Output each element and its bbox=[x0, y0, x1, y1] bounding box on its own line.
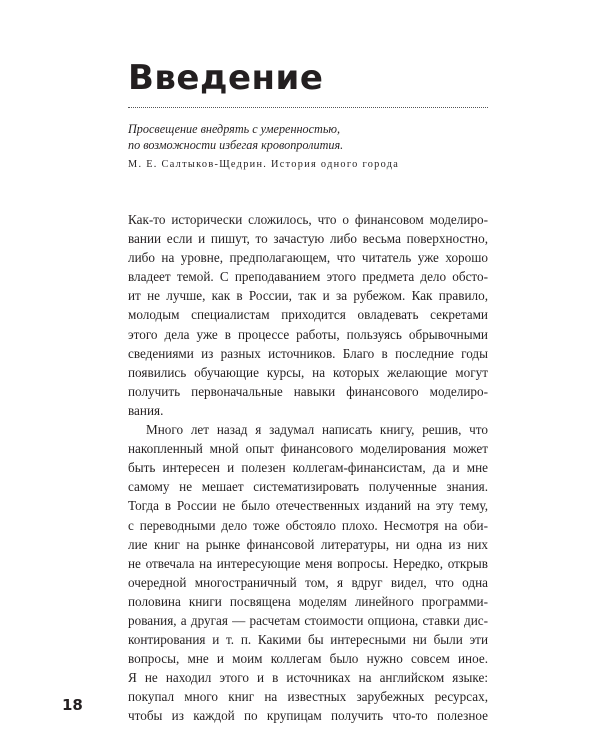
page-number: 18 bbox=[62, 696, 83, 714]
text-line: Я не находил этого и в источниках на английском языке: bbox=[128, 670, 488, 686]
text-line: не отвечала на интересующие меня вопросы. Нередко, открыв bbox=[128, 555, 488, 571]
body-text bbox=[128, 210, 488, 726]
text-line: половина книги посвящена моделям линейного программи- bbox=[128, 593, 488, 609]
text-line: лие книг на рынке финансовой литературы, ни одна из них bbox=[128, 536, 488, 552]
text-line: сведениями из разных источников. Благо в последние годы bbox=[128, 345, 488, 361]
text-line: этого дела уже в процессе работы, пользуясь обрывочными bbox=[128, 326, 488, 342]
text-line: вопросы, мне и моим коллегам было нужно совсем иное. bbox=[128, 651, 488, 667]
text-line: самому не мешает систематизировать полученные знания. bbox=[128, 479, 488, 495]
epigraph-line: по возможности избегая кровопролития. bbox=[128, 138, 344, 152]
epigraph-line: Просвещение внедрять с умеренностью, bbox=[128, 122, 341, 136]
text-line: быть интересен и полезен коллегам-финансистам, да и мне bbox=[128, 460, 488, 476]
text-line: ит не лучше, как в России, так и за рубежом. Как правило, bbox=[128, 288, 488, 304]
text-line: рования, а другая — расчетам стоимости опциона, ставки дис- bbox=[128, 612, 488, 628]
text-line: вании если и пишут, то зачастую либо весьма поверхностно, bbox=[128, 231, 488, 247]
text-line: получить первоначальные навыки финансового моделиро- bbox=[128, 383, 488, 399]
text-line: контирования и т. п. Какими бы интересными ни были эти bbox=[128, 632, 488, 648]
text-line: очередной многостраничный том, я вдруг видел, что одна bbox=[128, 574, 488, 590]
paragraph bbox=[128, 210, 488, 420]
paragraph bbox=[128, 420, 488, 726]
text-line: владеет темой. С преподаванием этого предмета дело обсто- bbox=[128, 269, 488, 285]
epigraph bbox=[128, 121, 488, 153]
text-line: Много лет назад я задумал написать книгу, решив, что bbox=[146, 422, 488, 438]
text-line: молодым специалистам приходится овладевать секретами bbox=[128, 307, 488, 323]
text-line: покупал много книг на известных зарубежных ресурсах, bbox=[128, 689, 488, 705]
text-line: появились обучающие курсы, на которых желающие могут bbox=[128, 364, 488, 380]
text-line: Как-то исторически сложилось, что о финансовом моделиро- bbox=[128, 212, 488, 227]
dotted-divider bbox=[128, 107, 488, 108]
epigraph-attribution: М. Е. Салтыков-Щедрин. История одного города bbox=[128, 159, 400, 170]
chapter-title: Введение bbox=[128, 58, 324, 98]
text-line: Тогда в России не было отечественных изданий на эту тему, bbox=[128, 498, 488, 514]
text-line: с переводными дело тоже обстояло плохо. Несмотря на оби- bbox=[128, 517, 488, 533]
text-line: либо на уровне, предполагающем, что читатель уже хорошо bbox=[128, 250, 488, 266]
text-line: накопленный мной опыт финансового моделирования может bbox=[128, 441, 488, 457]
text-line: вания. bbox=[128, 402, 164, 418]
text-line: чтобы из каждой по крупицам получить что-то полезное bbox=[128, 708, 488, 724]
